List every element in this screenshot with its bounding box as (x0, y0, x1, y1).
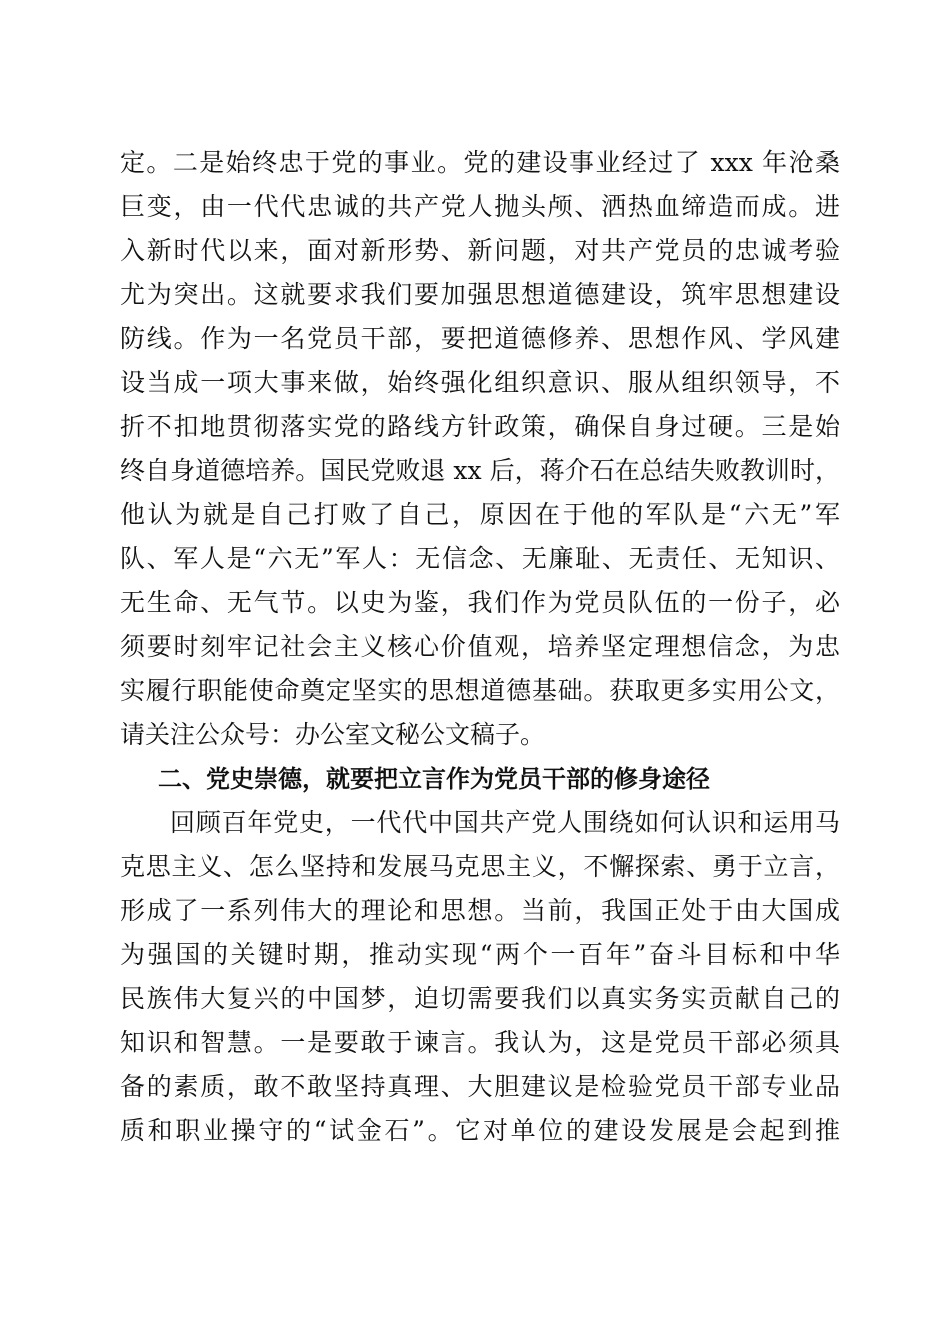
body-text-line: 实履行职能使命奠定坚实的思想道德基础。获取更多实用公文， (120, 676, 840, 705)
body-text-line: 设当成一项大事来做，始终强化组织意识、服从组织领导，不 (120, 368, 840, 397)
body-text-line: 回顾百年党史，一代代中国共产党人围绕如何认识和运用马 (170, 808, 840, 837)
body-text-line: 形成了一系列伟大的理论和思想。当前，我国正处于由大国成 (120, 896, 840, 925)
body-text-line: 队、军人是“六无”军人：无信念、无廉耻、无责任、无知识、 (120, 544, 840, 573)
body-text-line: 须要时刻牢记社会主义核心价值观，培养坚定理想信念，为忠 (120, 632, 840, 661)
body-text-line: 备的素质，敢不敢坚持真理、大胆建议是检验党员干部专业品 (120, 1072, 840, 1101)
body-text-line: 巨变，由一代代忠诚的共产党人抛头颅、洒热血缔造而成。进 (120, 192, 840, 221)
body-text-line: 克思主义、怎么坚持和发展马克思主义，不懈探索、勇于立言， (120, 852, 840, 881)
body-text-line: 终自身道德培养。国民党败退 xx 后，蒋介石在总结失败教训时， (120, 456, 840, 485)
body-text-line: 请关注公众号：办公室文秘公文稿子。 (120, 720, 546, 749)
body-text-line: 尤为突出。这就要求我们要加强思想道德建设，筑牢思想建设 (120, 280, 840, 309)
body-text-line: 他认为就是自己打败了自己，原因在于他的军队是“六无”军 (120, 500, 840, 529)
body-text-line: 定。二是始终忠于党的事业。党的建设事业经过了 xxx 年沧桑 (120, 148, 840, 177)
body-text-line: 防线。作为一名党员干部，要把道德修养、思想作风、学风建 (120, 324, 840, 353)
body-text-line: 质和职业操守的“试金石”。它对单位的建设发展是会起到推 (120, 1116, 840, 1145)
body-text-line: 知识和智慧。一是要敢于谏言。我认为，这是党员干部必须具 (120, 1028, 840, 1057)
body-text-line: 无生命、无气节。以史为鉴，我们作为党员队伍的一份子，必 (120, 588, 840, 617)
section-heading: 二、党史崇德，就要把立言作为党员干部的修身途径 (158, 765, 710, 793)
body-text-line: 折不扣地贯彻落实党的路线方针政策，确保自身过硬。三是始 (120, 412, 840, 441)
body-text-line: 民族伟大复兴的中国梦，迫切需要我们以真实务实贡献自己的 (120, 984, 840, 1013)
body-text-line: 为强国的关键时期，推动实现“两个一百年”奋斗目标和中华 (120, 940, 840, 969)
body-text-line: 入新时代以来，面对新形势、新问题，对共产党员的忠诚考验 (120, 236, 840, 265)
